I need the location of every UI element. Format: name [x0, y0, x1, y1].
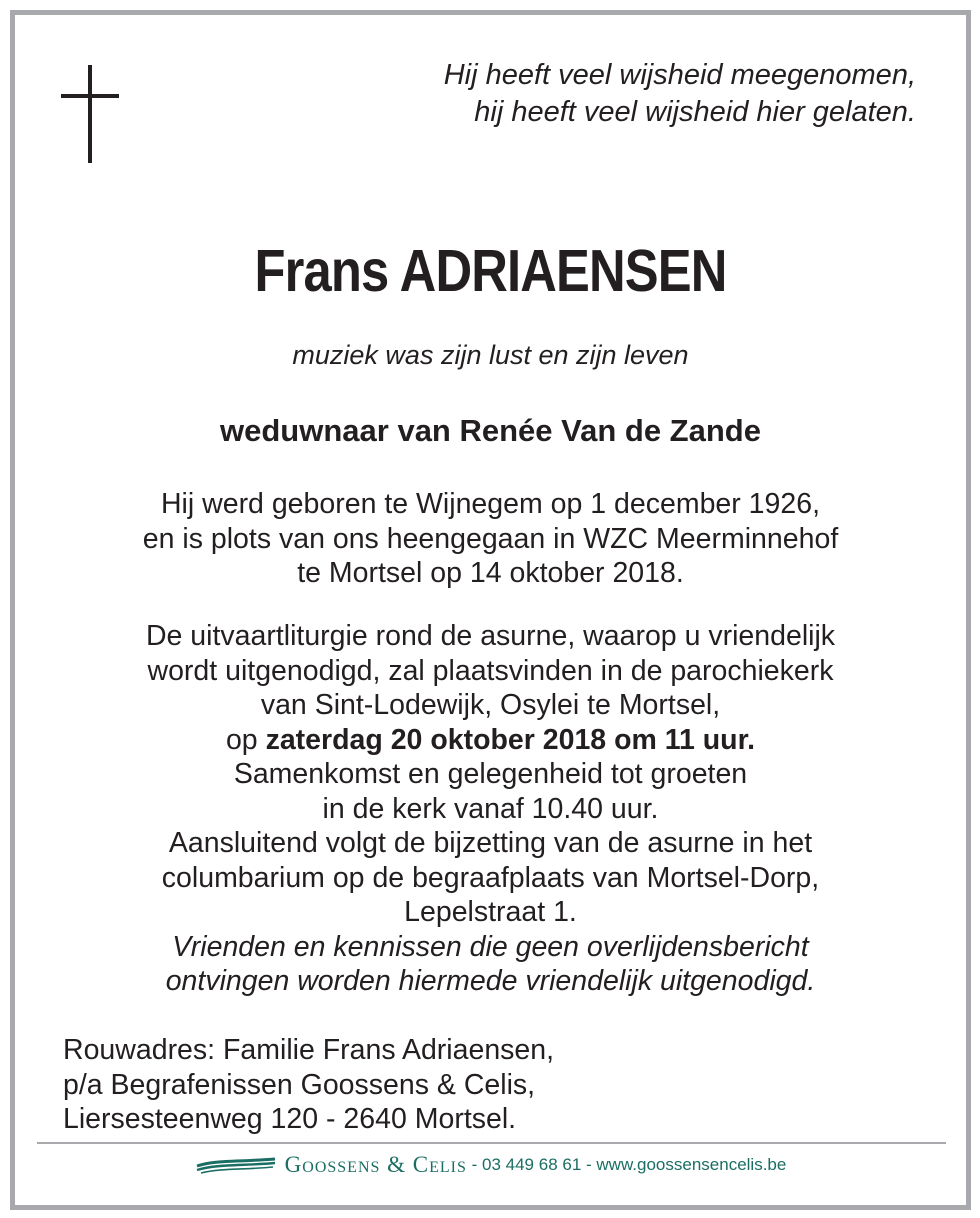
- phone-number: 03 449 68 61: [482, 1155, 582, 1174]
- quote-line: hij heeft veel wijsheid hier gelaten.: [474, 96, 916, 128]
- divider: [37, 1142, 946, 1144]
- text-line: te Mortsel op 14 oktober 2018.: [297, 557, 684, 589]
- cross-icon: [61, 65, 121, 165]
- date-prefix: op: [225, 723, 266, 756]
- service-paragraph: [15, 619, 966, 999]
- text-line: en is plots van ons heengegaan in WZC Meerminnehof: [142, 522, 839, 555]
- quote-line: Hij heeft veel wijsheid meegenomen,: [443, 59, 916, 91]
- text-line: wordt uitgenodigd, zal plaatsvinden in de parochiekerk: [147, 654, 834, 687]
- obituary-card: [10, 10, 971, 1210]
- invitation-line: Vrienden en kennissen die geen overlijdensbericht: [172, 930, 809, 963]
- address-line: p/a Begrafenissen Goossens & Celis,: [63, 1068, 536, 1101]
- waves-icon: [195, 1155, 277, 1175]
- service-date: zaterdag 20 oktober 2018 om 11 uur.: [265, 723, 756, 756]
- address-line: Liersesteenweg 120 - 2640 Mortsel.: [63, 1103, 517, 1135]
- text-line: Lepelstraat 1.: [404, 896, 577, 928]
- text-line: in de kerk vanaf 10.40 uur.: [322, 792, 659, 825]
- text-line: Aansluitend volgt de bijzetting van de asurne in het: [168, 827, 813, 859]
- text-line: columbarium op de begraafplaats van Mortsel-Dorp,: [161, 861, 820, 894]
- text-line: De uitvaartliturgie rond de asurne, waarop u vriendelijk: [145, 620, 836, 652]
- quote: [444, 57, 916, 131]
- website-link[interactable]: www.goossensencelis.be: [596, 1155, 787, 1174]
- birth-paragraph: [15, 487, 966, 591]
- text-line: Hij werd geboren te Wijnegem op 1 december 1926,: [160, 488, 821, 520]
- address-line: Rouwadres: Familie Frans Adriaensen,: [63, 1034, 555, 1066]
- widower-line: weduwnaar van Renée Van de Zande: [220, 413, 761, 448]
- subtitle: muziek was zijn lust en zijn leven: [292, 340, 689, 370]
- footer: [15, 1152, 966, 1178]
- mourning-address: [63, 1033, 554, 1137]
- brand-name: Goossens & Celis: [284, 1152, 467, 1177]
- text-line: van Sint-Lodewijk, Osylei te Mortsel,: [260, 689, 721, 721]
- invitation-line: ontvingen worden hiermede vriendelijk uitgenodigd.: [165, 965, 816, 997]
- deceased-name: Frans ADRIAENSEN: [254, 238, 727, 304]
- separator: -: [466, 1155, 483, 1174]
- text-line: Samenkomst en gelegenheid tot groeten: [233, 758, 748, 790]
- separator: -: [581, 1155, 597, 1174]
- service-date-line: [15, 723, 966, 758]
